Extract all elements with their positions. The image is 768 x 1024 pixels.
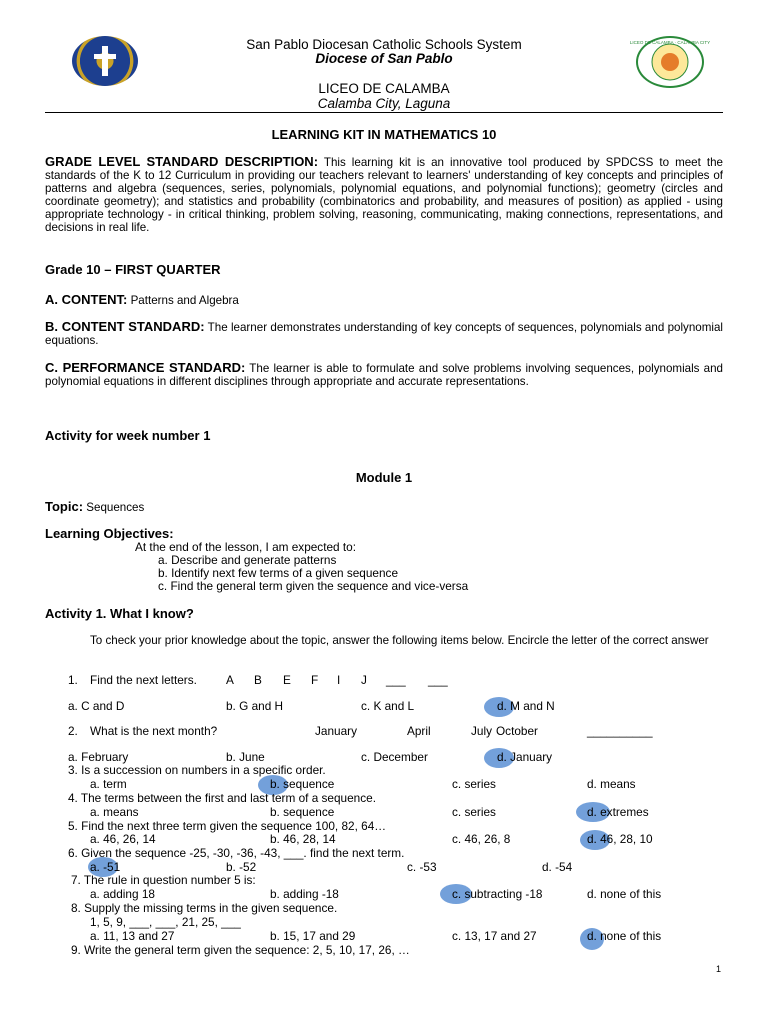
objective-item: b. Identify next few terms of a given sequence bbox=[158, 566, 399, 580]
q5-option-c: c. 46, 26, 8 bbox=[452, 832, 511, 846]
question-7-text: 7. The rule in question number 5 is: bbox=[71, 873, 256, 887]
content-text: Patterns and Algebra bbox=[130, 294, 239, 307]
q8-option-a: a. 11, 13 and 27 bbox=[90, 929, 175, 943]
objective-item: a. Describe and generate patterns bbox=[158, 553, 337, 567]
week-heading: Activity for week number 1 bbox=[45, 428, 211, 443]
q8-option-d: d. none of this bbox=[587, 929, 662, 943]
topic-line bbox=[45, 499, 144, 514]
question-6-text: 6. Given the sequence -25, -30, -36, -43, ___. find the next term. bbox=[68, 846, 405, 860]
q2-month: January bbox=[315, 724, 357, 738]
q4-option-c: c. series bbox=[452, 805, 496, 819]
org-name: San Pablo Diocesan Catholic Schools System bbox=[246, 37, 522, 52]
q6-option-b: b. -52 bbox=[226, 860, 257, 874]
q1-blank: ___ bbox=[386, 673, 406, 687]
question-4-text: 4. The terms between the first and last term of a sequence. bbox=[68, 791, 376, 805]
kit-title: LEARNING KIT IN MATHEMATICS 10 bbox=[271, 127, 497, 142]
content-line bbox=[45, 292, 239, 307]
question-9-text: 9. Write the general term given the sequence: 2, 5, 10, 17, 26, … bbox=[71, 943, 410, 957]
q3-option-a: a. term bbox=[90, 777, 127, 791]
q1-option-c: c. K and L bbox=[361, 699, 415, 713]
q6-option-a: a. -51 bbox=[90, 860, 121, 874]
q6-option-c: c. -53 bbox=[407, 860, 437, 874]
q3-option-c: c. series bbox=[452, 777, 496, 791]
q1-letter: B bbox=[254, 673, 262, 687]
objectives-intro: At the end of the lesson, I am expected to: bbox=[135, 540, 357, 554]
standard-text: This learning kit is an innovative tool produced by SPDCSS to meet the standards of the K to 12 Curriculum in providing our teachers relevant to learners' understanding of key concepts and principles of patterns and algebra (sequences, series, polynomials, polynomial equations, and polynomial functions); geometry (circles and coordinate geometry); and statistics and probability (combinatorics and probability, and measures of position) as applied - using appropriate technology - in critical thinking, problem solving, reasoning, communicating, making connections, representations, and decisions in real life. bbox=[45, 156, 723, 234]
q1-letter: F bbox=[311, 673, 319, 687]
q7-option-a: a. adding 18 bbox=[90, 887, 155, 901]
q4-option-d: d. extremes bbox=[587, 805, 649, 819]
performance-standard-label: C. PERFORMANCE STANDARD: bbox=[45, 360, 246, 375]
q8-option-b: b. 15, 17 and 29 bbox=[270, 929, 356, 943]
q1-option-d: d. M and N bbox=[497, 699, 555, 713]
q7-option-c: c. subtracting -18 bbox=[452, 887, 543, 901]
q2-month: July bbox=[471, 724, 492, 738]
q2-option-d: d. January bbox=[497, 750, 553, 764]
q4-option-b: b. sequence bbox=[270, 805, 335, 819]
q5-option-b: b. 46, 28, 14 bbox=[270, 832, 336, 846]
question-1-number: 1. bbox=[68, 673, 78, 687]
q4-option-a: a. means bbox=[90, 805, 139, 819]
content-standard-text: The learner demonstrates understanding of key concepts of sequences, polynomials and polynomial equations. bbox=[45, 321, 724, 347]
school-location: Calamba City, Laguna bbox=[317, 96, 451, 111]
activity-title: Activity 1. What I know? bbox=[45, 606, 194, 621]
q1-letter: J bbox=[361, 673, 367, 687]
q8-option-c: c. 13, 17 and 27 bbox=[452, 929, 537, 943]
question-2-number: 2. bbox=[68, 724, 78, 738]
q5-option-d: d. 46, 28, 10 bbox=[587, 832, 653, 846]
q2-option-b: b. June bbox=[226, 750, 265, 764]
q1-option-b: b. G and H bbox=[226, 699, 284, 713]
q2-option-c: c. December bbox=[361, 750, 428, 764]
q3-option-b: b. sequence bbox=[270, 777, 335, 791]
q2-month: April bbox=[407, 724, 431, 738]
content-standard-label: B. CONTENT STANDARD: bbox=[45, 319, 205, 334]
standard-label: GRADE LEVEL STANDARD DESCRIPTION: bbox=[45, 154, 319, 169]
q7-option-d: d. none of this bbox=[587, 887, 662, 901]
activity-instructions: To check your prior knowledge about the topic, answer the following items below. Encircle the letter of the correct answer bbox=[90, 634, 709, 647]
q1-option-a: a. C and D bbox=[68, 699, 125, 713]
q8-sequence: 1, 5, 9, ___, ___, 21, 25, ___ bbox=[90, 915, 241, 929]
grade-level-standard bbox=[45, 155, 723, 234]
content-label: A. CONTENT: bbox=[45, 292, 128, 307]
performance-standard-text: The learner is able to formulate and solve problems involving sequences, polynomials and polynomial equations in different disciplines through appropriate and accurate representations. bbox=[45, 362, 723, 388]
quarter-heading: Grade 10 – FIRST QUARTER bbox=[45, 262, 221, 277]
q5-option-a: a. 46, 26, 14 bbox=[90, 832, 156, 846]
q2-month: October bbox=[496, 724, 538, 738]
question-5-text: 5. Find the next three term given the sequence 100, 82, 64… bbox=[68, 819, 387, 833]
objectives-heading: Learning Objectives: bbox=[45, 526, 174, 541]
question-8-text: 8. Supply the missing terms in the given sequence. bbox=[71, 901, 338, 915]
content-standard bbox=[45, 320, 723, 347]
seal-text: LICEO DE CALAMBA · CALAMBA CITY bbox=[629, 40, 711, 45]
q2-blank: __________ bbox=[587, 724, 653, 738]
q2-option-a: a. February bbox=[68, 750, 129, 764]
question-1-text: Find the next letters. bbox=[90, 673, 197, 687]
q7-option-b: b. adding -18 bbox=[270, 887, 339, 901]
question-2-text: What is the next month? bbox=[90, 724, 218, 738]
page-number: 1 bbox=[716, 964, 722, 974]
q6-option-d: d. -54 bbox=[542, 860, 573, 874]
topic-text: Sequences bbox=[86, 501, 145, 514]
school-name: LICEO DE CALAMBA bbox=[318, 81, 450, 96]
performance-standard bbox=[45, 361, 723, 388]
q1-letter: A bbox=[226, 673, 234, 687]
q1-letter: E bbox=[283, 673, 291, 687]
q1-blank: ___ bbox=[428, 673, 448, 687]
header-divider bbox=[45, 112, 723, 113]
topic-label: Topic: bbox=[45, 499, 84, 514]
objective-item: c. Find the general term given the sequence and vice-versa bbox=[158, 579, 469, 593]
question-3-text: 3. Is a succession on numbers in a specific order. bbox=[68, 763, 326, 777]
module-heading: Module 1 bbox=[355, 470, 413, 485]
diocese-name: Diocese of San Pablo bbox=[315, 51, 453, 66]
q1-letter: I bbox=[337, 673, 341, 687]
q3-option-d: d. means bbox=[587, 777, 636, 791]
